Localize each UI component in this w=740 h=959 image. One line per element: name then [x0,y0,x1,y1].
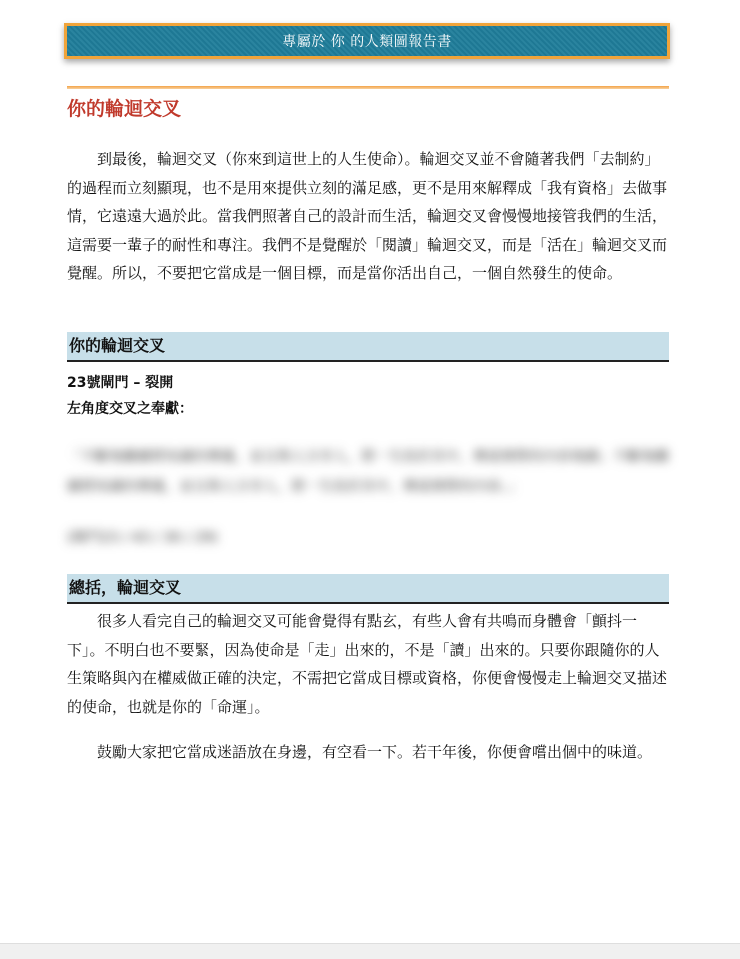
summary-paragraph-1: 很多人看完自己的輪迴交叉可能會覺得有點玄，有些人會有共鳴而身體會「顫抖一下」。不明白也不要緊，因為使命是「走」出來的，不是「讀」出來的。只要你跟隨你的人生策略與內在權威做正確的決定，不需把它當成目標或資格，你便會慢慢走上輪迴交叉描述的使命，也就是你的「命運」。 [67,612,668,716]
page-bottom-bar [0,943,740,959]
blurred-gate-list: (閘門23 / 43 / 30 / 29) [67,530,219,546]
report-header-title: 專屬於 你 的人類圖報告書 [282,34,452,50]
cross-name-label: 左角度交叉之奉獻： [67,401,193,417]
cross-section-heading: 你的輪迴交叉 [67,332,669,362]
intro-paragraph: 到最後，輪迴交叉（你來到這世上的人生使命）。輪迴交叉並不會隨著我們「去制約」的過程而立刻顯現，也不是用來提供立刻的滿足感，更不是用來解釋成「我有資格」去做事情，它遠遠大過於此。當我們照著自己的設計而生活，輪迴交叉會慢慢地接管我們的生活，這需要一輩子的耐性和專注。我們不是覺醒於「閱讀」輪迴交叉，而是「活在」輪迴交叉而覺醒。所以，不要把它當成是一個目標，而是當你活出自己，一個自然發生的使命。 [67,150,668,282]
report-header-banner [64,23,670,59]
page-title: 你的輪迴交叉 [67,98,182,120]
summary-paragraph-2: 鼓勵大家把它當成迷語放在身邊，有空看一下。若干年後，你便會嚐出個中的味道。 [97,743,653,761]
summary-section-heading: 總括，輪迴交叉 [67,574,669,604]
title-divider [67,86,669,89]
gate-label: 23號閘門 – 裂開 [67,375,174,391]
blurred-cross-description: 「不斷地繼續將知識的傳遞，並且與人分享人，將一生投於其中，傳達實際的內容地圖」不斷地繼續將知識的傳遞，並且與人分享人，將一生投於其中，傳達實際的內容。」 [67,449,669,495]
